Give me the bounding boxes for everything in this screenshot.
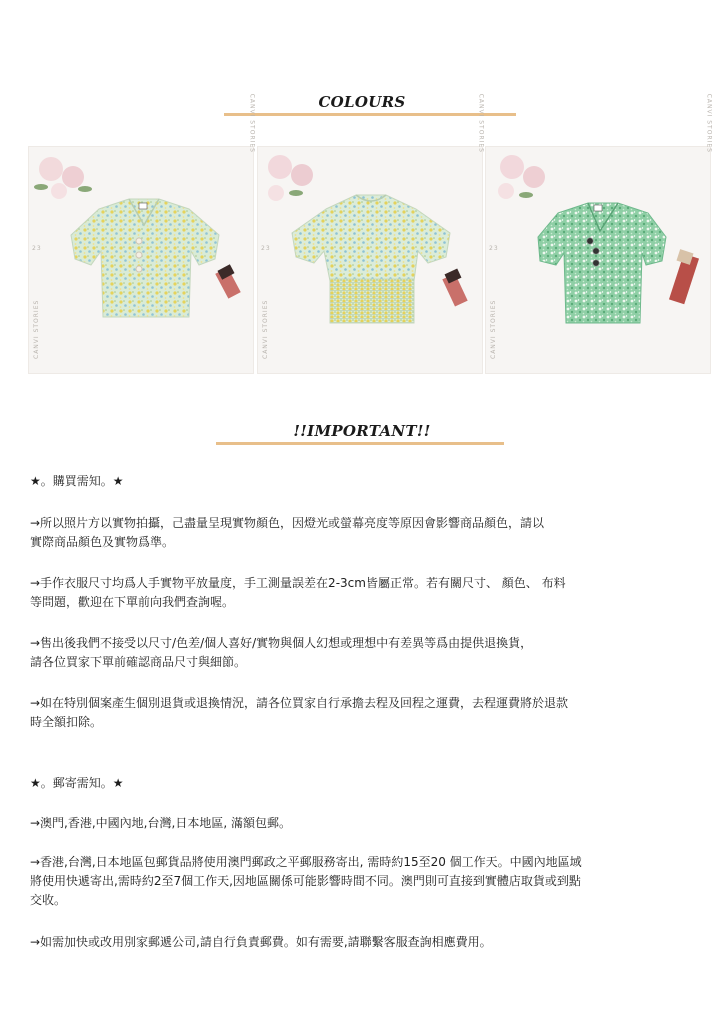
photo-brand-label: CANVI STORIES [705,93,712,153]
text-line: 將使用快遞寄出,需時約2至7個工作天,因地區關係可能影響時間不同。澳門則可直接到實體店取貨或到點 [30,874,581,888]
photo-brand-label: CANVI STORIES [490,299,497,359]
shipping-paragraph-2 [30,853,690,910]
text-line: 等問題，歡迎在下單前向我們查詢喔。 [30,595,235,609]
text-line: 實際商品顏色及實物爲準。 [30,535,175,549]
text-line: →如在特別個案產生個別退貨或退換情況，請各位買家自行承擔去程及回程之運費，去程運費將於退款 [30,696,569,710]
purchase-heading: ★。購買需知。★ [30,474,124,488]
shipping-heading: ★。郵寄需知。★ [30,776,124,790]
photo-brand-label: CANVI STORIES [262,299,269,359]
important-heading: !!IMPORTANT!! [293,422,431,440]
product-photo-3[interactable] [485,93,712,374]
text-line: 時全額扣除。 [30,715,103,729]
photo-number-label: 23 [261,245,271,252]
purchase-paragraph-1 [30,514,690,552]
shipping-notice [30,774,690,793]
colours-divider [224,113,516,116]
important-divider [216,442,504,445]
purchase-notice [30,472,690,491]
purchase-paragraph-4 [30,694,690,732]
photo-number-label: 23 [32,245,42,252]
shipping-paragraph-1 [30,814,690,833]
text-line: →澳門,香港,中國內地,台灣,日本地區, 滿額包郵。 [30,816,291,830]
purchase-paragraph-2 [30,574,690,612]
product-photo-1[interactable] [28,93,255,374]
colours-heading: COLOURS [318,93,406,111]
text-line: 交收。 [30,893,67,907]
photo-number-label: 23 [489,245,499,252]
purchase-paragraph-3 [30,634,690,672]
photo-brand-label: CANVI STORIES [33,299,40,359]
text-line: →香港,台灣,日本地區包郵貨品將使用澳門郵政之平郵服務寄出, 需時約15至20 個工作天。中國內地區域 [30,855,582,869]
text-line: →手作衣服尺寸均爲人手實物平放量度，手工測量誤差在2-3cm皆屬正常。若有關尺寸、 顏色、 布料 [30,576,566,590]
text-line: 請各位買家下單前確認商品尺寸與細節。 [30,655,247,669]
shipping-paragraph-3 [30,933,690,952]
photo-brand-label: CANVI STORIES [248,93,255,153]
photo-brand-label: CANVI STORIES [477,93,484,153]
text-line: →售出後我們不接受以尺寸/色差/個人喜好/實物與個人幻想或理想中有差異等爲由提供退換貨， [30,636,533,650]
text-line: →如需加快或改用別家郵遞公司,請自行負責郵費。如有需要,請聯繫客服查詢相應費用。 [30,935,492,949]
text-line: →所以照片方以實物拍攝，己盡量呈現實物顏色，因燈光或螢幕亮度等原因會影響商品顏色，請以 [30,516,545,530]
